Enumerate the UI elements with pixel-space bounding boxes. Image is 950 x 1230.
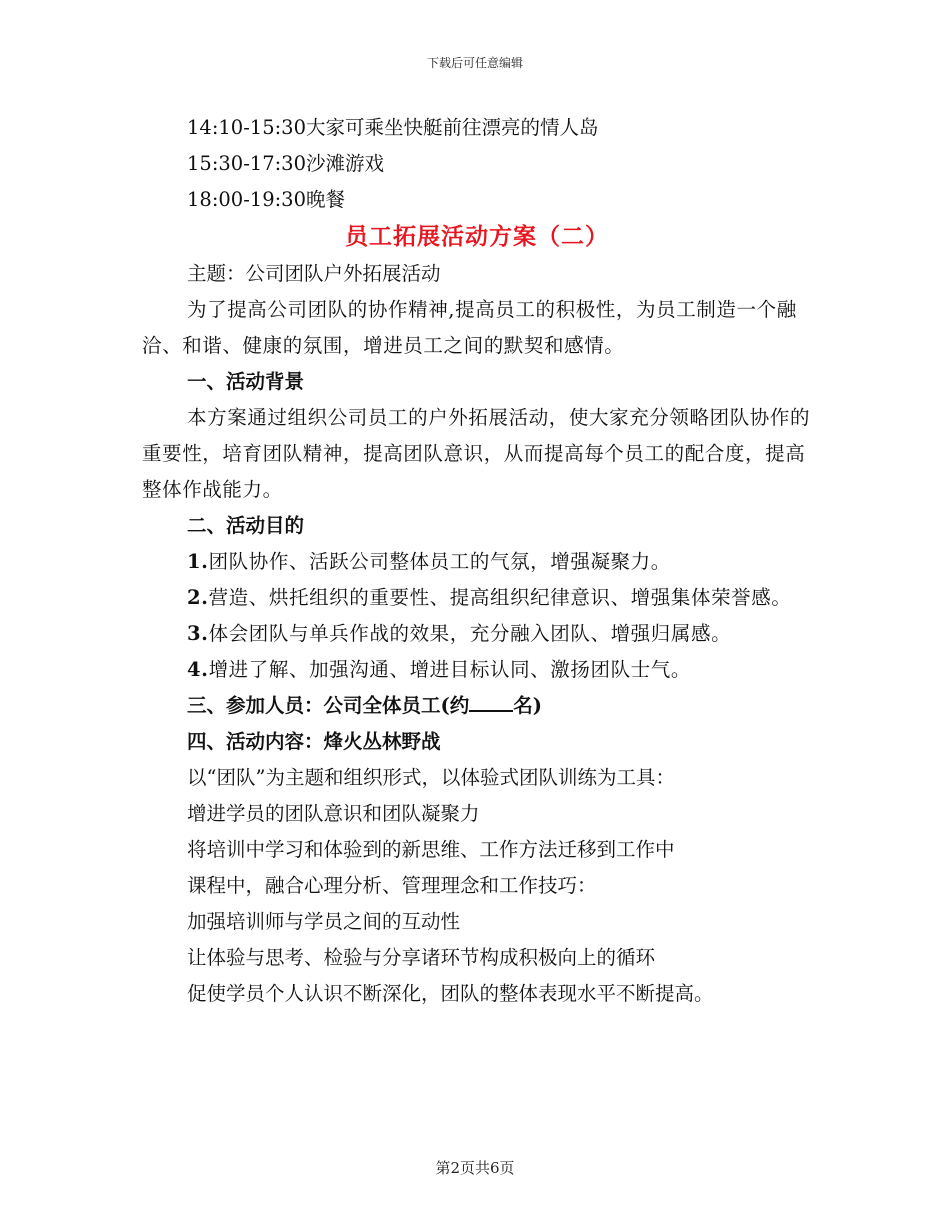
schedule-item: 14:10-15:30大家可乘坐快艇前往漂亮的情人岛 xyxy=(187,116,599,139)
page-header-note: 下载后可任意编辑 xyxy=(426,56,523,70)
purpose-item-text: 体会团队与单兵作战的效果，充分融入团队、增强归属感。 xyxy=(208,622,732,645)
purpose-item xyxy=(142,616,812,652)
section-heading-background: 一、活动背景 xyxy=(187,370,305,393)
content-line: 加强培训师与学员之间的互动性 xyxy=(187,910,461,933)
document-title: 员工拓展活动方案（二） xyxy=(345,223,609,250)
background-paragraph: 本方案通过组织公司员工的户外拓展活动，使大家充分领略团队协作的重要性，培育团队精神，提高团队意识，从而提高每个员工的配合度，提高整体作战能力。 xyxy=(142,406,811,501)
section-heading-participants xyxy=(142,688,812,724)
content-line: 将培训中学习和体验到的新思维、工作方法迁移到工作中 xyxy=(187,838,675,861)
participants-heading-text: 三、参加人员：公司全体员工(约 xyxy=(187,694,470,717)
page-number-footer: 第2页共6页 xyxy=(435,1159,515,1177)
section-heading-purpose: 二、活动目的 xyxy=(187,514,305,537)
schedule-item: 18:00-19:30晚餐 xyxy=(187,188,345,211)
content-line: 课程中，融合心理分析、管理理念和工作技巧： xyxy=(187,874,597,897)
purpose-item-text: 营造、烘托组织的重要性、提高组织纪律意识、增强集体荣誉感。 xyxy=(208,586,792,609)
intro-paragraph: 为了提高公司团队的协作精神,提高员工的积极性，为员工制造一个融洽、和谐、健康的氛围，增进员工之间的默契和感情。 xyxy=(142,298,797,357)
theme-line: 主题：公司团队户外拓展活动 xyxy=(187,262,441,285)
purpose-item xyxy=(142,580,812,616)
content-line: 以“团队”为主题和组织形式，以体验式团队训练为工具： xyxy=(187,766,675,789)
purpose-item-number: 4. xyxy=(187,658,209,681)
content-line: 增进学员的团队意识和团队凝聚力 xyxy=(187,802,480,825)
schedule-item: 15:30-17:30沙滩游戏 xyxy=(187,152,384,175)
purpose-item-text: 团队协作、活跃公司整体员工的气氛，增强凝聚力。 xyxy=(208,550,671,573)
purpose-item-number: 3. xyxy=(187,622,209,645)
section-heading-content: 四、活动内容：烽火丛林野战 xyxy=(187,730,441,753)
purpose-item xyxy=(142,652,812,688)
content-line: 促使学员个人认识不断深化，团队的整体表现水平不断提高。 xyxy=(187,982,714,1005)
document-body xyxy=(142,110,812,1012)
purpose-item-text: 增进了解、加强沟通、增进目标认同、激扬团队士气。 xyxy=(208,658,691,681)
purpose-item-number: 1. xyxy=(187,550,209,573)
purpose-item xyxy=(142,544,812,580)
purpose-item-number: 2. xyxy=(187,586,209,609)
participant-count-blank xyxy=(469,692,513,712)
content-line: 让体验与思考、检验与分享诸环节构成积极向上的循环 xyxy=(187,946,656,969)
participants-heading-suffix: 名) xyxy=(513,694,542,717)
